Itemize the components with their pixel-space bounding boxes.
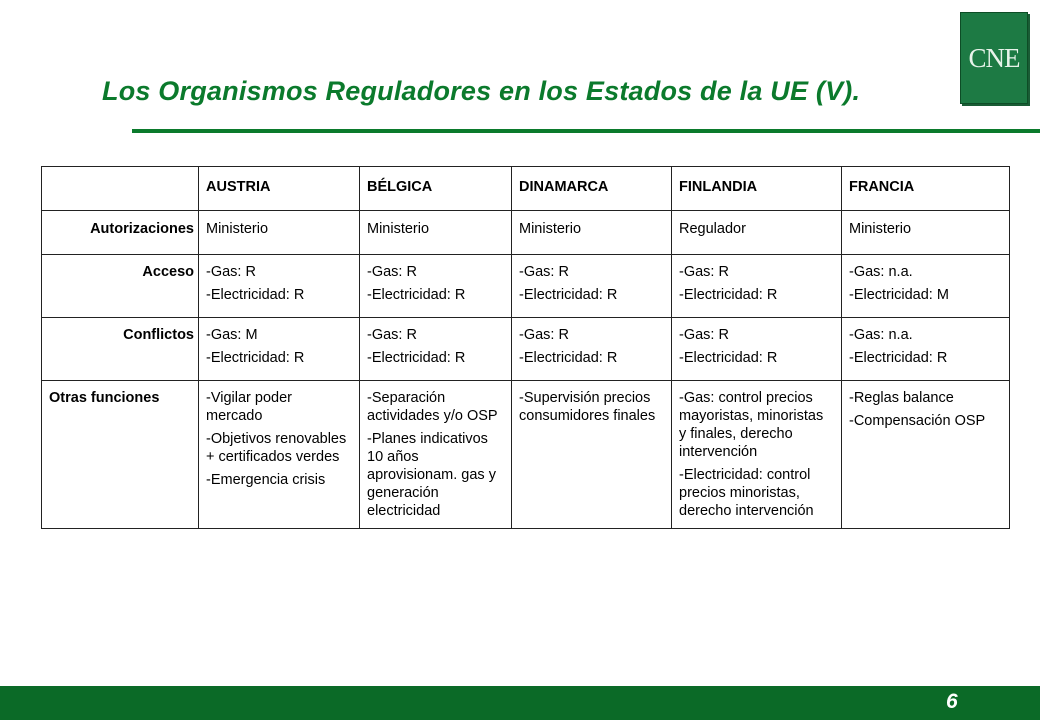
cell-line: -Gas: n.a. [849,264,913,280]
cell-line: -Vigilar poder mercado [206,390,292,424]
row-label-autorizaciones: Autorizaciones [42,211,199,255]
title-underline [132,129,1040,133]
column-header-dinamarca: DINAMARCA [512,167,672,211]
column-header-finlandia: FINLANDIA [672,167,842,211]
table-cell [199,211,360,255]
cell-line: -Gas: R [679,264,729,280]
table-cell [672,211,842,255]
cell-line: -Objetivos renovables + certificados verdes [206,431,347,465]
table-row-acceso [42,255,1010,318]
cell-line: -Electricidad: R [519,287,618,303]
table-cell [842,381,1010,529]
table-cell [360,255,512,318]
column-header-belgica: BÉLGICA [360,167,512,211]
row-label-acceso: Acceso [42,255,199,318]
table-cell [199,318,360,381]
cell-line: -Gas: R [679,327,729,343]
cell-line: -Gas: R [367,264,417,280]
cell-line: -Gas: R [367,327,417,343]
table-cell [672,381,842,529]
cell-line: -Electricidad: R [519,350,618,366]
header-corner-cell [42,167,199,211]
table-cell [512,381,672,529]
table-cell [512,211,672,255]
cell-line: -Emergencia crisis [206,472,326,488]
table-cell [842,318,1010,381]
table-cell [199,381,360,529]
cell-line: -Reglas balance [849,390,954,406]
table-cell [672,255,842,318]
table-cell [199,255,360,318]
table-row-conflictos [42,318,1010,381]
table-cell [842,255,1010,318]
table-cell [360,381,512,529]
cell-line: -Gas: control precios mayoristas, minoristas y finales, derecho intervención [679,390,824,460]
table-cell [842,211,1010,255]
cell-line: -Gas: R [519,264,569,280]
cell-line: Ministerio [367,221,430,237]
cell-line: Ministerio [849,221,912,237]
page-number: 6 [946,690,958,713]
cell-line: -Electricidad: R [679,350,778,366]
cell-line: -Gas: R [519,327,569,343]
cell-line: -Electricidad: control precios minoristas, derecho intervención [679,467,814,519]
table-cell [512,318,672,381]
cell-line: -Gas: n.a. [849,327,913,343]
regulators-table [41,166,1010,529]
table-cell [360,211,512,255]
cell-line: -Supervisión precios consumidores finales [519,390,656,424]
row-label-conflictos: Conflictos [42,318,199,381]
cell-line: -Separación actividades y/o OSP [367,390,498,424]
cell-line: Ministerio [519,221,582,237]
table-cell [672,318,842,381]
cne-logo [960,12,1028,104]
column-header-francia: FRANCIA [842,167,1010,211]
cell-line: -Electricidad: R [206,287,305,303]
cell-line: -Electricidad: R [849,350,948,366]
cell-line: -Electricidad: R [679,287,778,303]
cell-line: Ministerio [206,221,269,237]
cell-line: -Electricidad: R [367,287,466,303]
cell-line: -Gas: R [206,264,256,280]
column-header-austria: AUSTRIA [199,167,360,211]
cell-line: -Compensación OSP [849,413,986,429]
table-row-autorizaciones [42,211,1010,255]
cne-logo-text: CNE [968,42,1020,73]
table-cell [360,318,512,381]
cell-line: -Electricidad: R [367,350,466,366]
cell-line: -Electricidad: M [849,287,949,303]
footer-bar [0,686,1040,720]
slide-title: Los Organismos Reguladores en los Estados de la UE (V). [102,76,861,106]
cell-line: -Electricidad: R [206,350,305,366]
table-header-row [42,167,1010,211]
cell-line: -Planes indicativos 10 años aprovisionam. gas y generación electricidad [367,431,496,519]
table-row-otras-funciones [42,381,1010,529]
cell-line: -Gas: M [206,327,258,343]
row-label-otras-funciones: Otras funciones [42,381,199,529]
cell-line: Regulador [679,221,746,237]
table-cell [512,255,672,318]
